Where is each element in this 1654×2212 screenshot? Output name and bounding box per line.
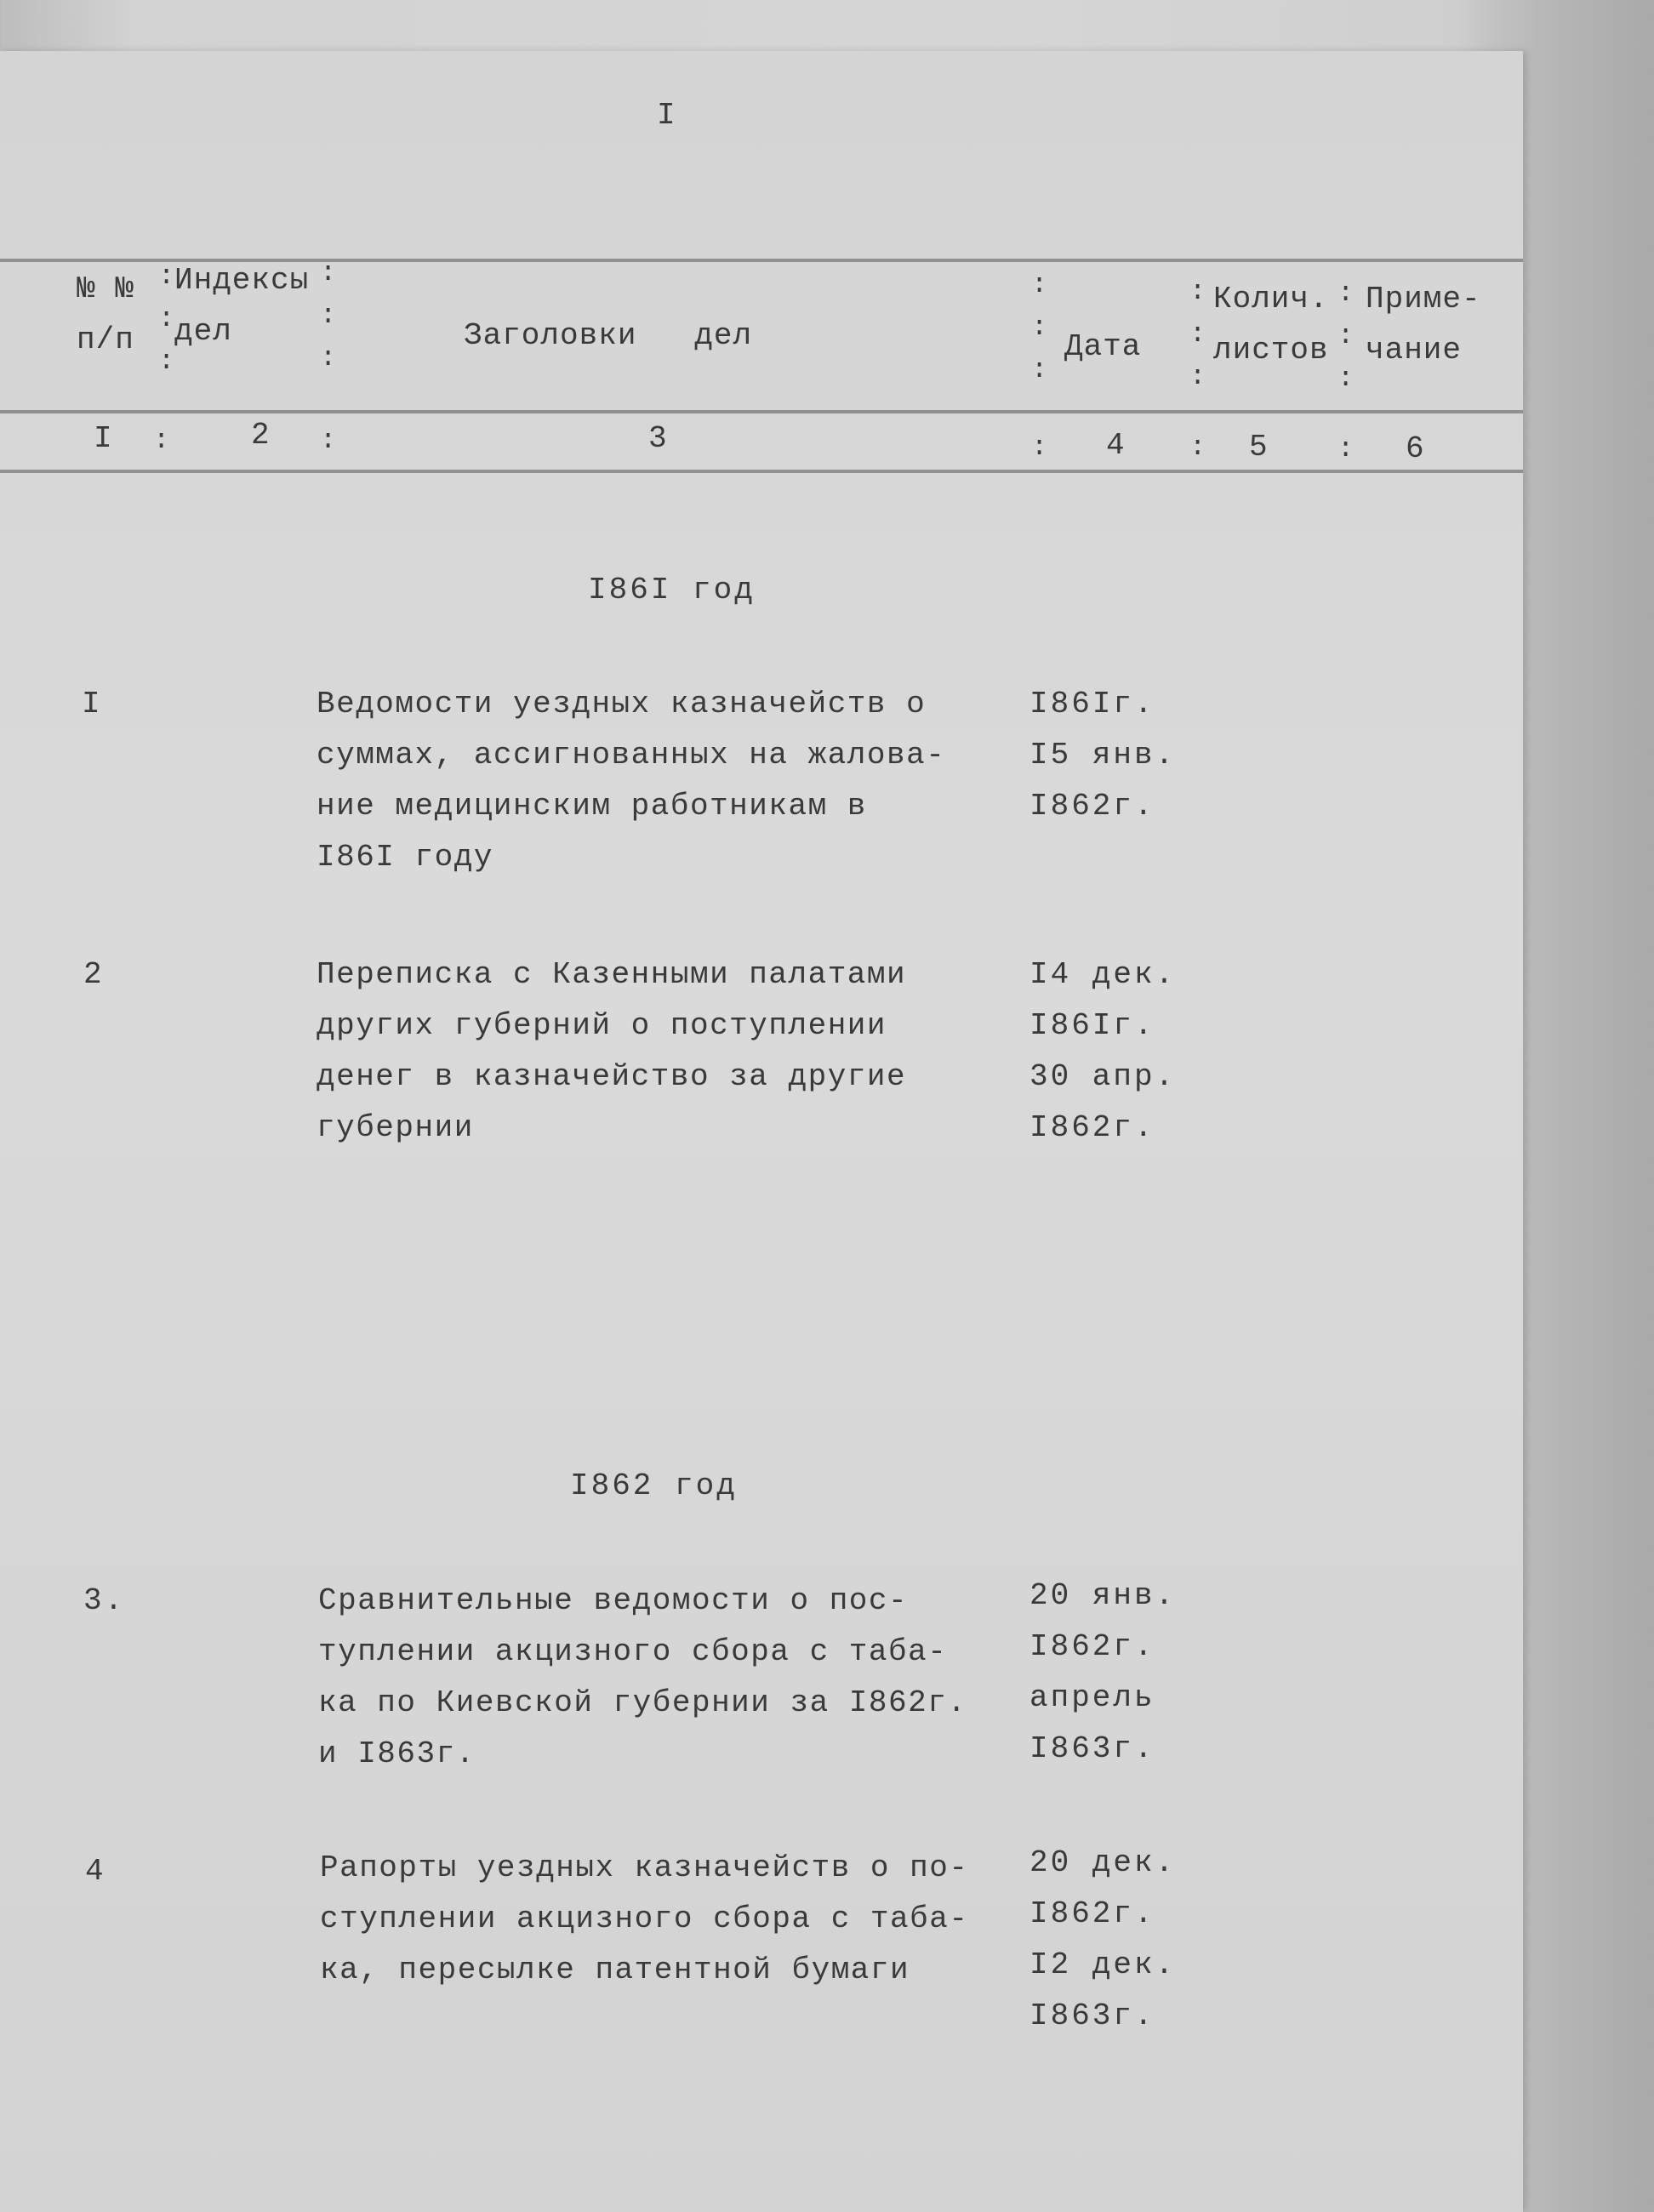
column-separator: : : :: [320, 257, 337, 373]
date-line: I862г.: [1029, 1896, 1155, 1931]
date-line: 30 апр.: [1029, 1059, 1177, 1094]
column-separator: :: [320, 425, 337, 456]
date-line: I5 янв.: [1029, 738, 1177, 772]
column-number: 4: [1106, 428, 1127, 463]
entry-title: [317, 679, 945, 883]
title-line: губернии: [317, 1110, 474, 1145]
title-line: других губерний о поступлении: [317, 1008, 887, 1043]
column-separator: : : :: [1031, 269, 1048, 385]
column-separator: :: [1189, 431, 1206, 463]
entry-number: I: [82, 687, 103, 721]
title-line: ка, пересылке патентной бумаги: [320, 1953, 910, 1987]
entry-number: 2: [83, 957, 105, 992]
title-line: денег в казначейство за другие: [317, 1059, 907, 1094]
column-number: I: [94, 421, 115, 456]
title-line: ка по Киевской губернии за I862г.: [318, 1685, 967, 1720]
header-text: п/п: [77, 322, 134, 357]
column-separator: :: [1031, 431, 1048, 463]
header-col-note: [1366, 274, 1481, 376]
header-col-title: Заголовки дел: [464, 318, 753, 353]
entry-title: [317, 949, 906, 1154]
column-separator: : : :: [158, 260, 175, 377]
date-line: I86Iг.: [1029, 1008, 1155, 1043]
date-line: I86Iг.: [1029, 687, 1155, 721]
date-line: 20 янв.: [1029, 1578, 1177, 1613]
entry-date: [1029, 1838, 1176, 2042]
column-separator: :: [153, 425, 170, 456]
header-text: листов: [1213, 333, 1329, 368]
column-number: 2: [251, 418, 272, 453]
header-col-number: [77, 264, 134, 366]
header-col-date: Дата: [1064, 329, 1142, 364]
section-year: I86I год: [588, 573, 756, 607]
title-line: туплении акцизного сбора с таба-: [318, 1634, 948, 1669]
column-number: 5: [1249, 430, 1270, 465]
entry-title: [320, 1843, 968, 1996]
header-text: дел: [174, 314, 232, 349]
section-year: I862 год: [570, 1468, 738, 1503]
entry-title: [318, 1576, 967, 1780]
title-line: Переписка с Казенными палатами: [317, 957, 907, 992]
title-line: ступлении акцизного сбора с таба-: [320, 1901, 969, 1936]
header-text: Индексы: [174, 263, 310, 298]
date-line: 20 дек.: [1029, 1845, 1177, 1880]
entry-date: [1029, 949, 1176, 1154]
entry-date: [1029, 679, 1176, 832]
date-line: I863г.: [1029, 1998, 1155, 2033]
page-number: I: [657, 98, 678, 133]
title-line: I86I году: [317, 840, 493, 875]
date-line: I2 дек.: [1029, 1947, 1177, 1982]
date-line: I4 дек.: [1029, 957, 1177, 992]
date-line: I862г.: [1029, 789, 1155, 824]
header-text: чание: [1366, 333, 1463, 368]
entry-number: 4: [85, 1854, 106, 1889]
header-text: Колич.: [1213, 282, 1329, 316]
column-separator: : : :: [1337, 277, 1355, 394]
title-line: суммах, ассигнованных на жалова-: [317, 738, 946, 772]
date-line: I863г.: [1029, 1731, 1155, 1766]
title-line: Рапорты уездных казначейств о по-: [320, 1850, 969, 1885]
entry-number: 3.: [83, 1583, 126, 1618]
entry-date: [1029, 1571, 1176, 1775]
column-separator: : : :: [1189, 276, 1206, 392]
date-line: I862г.: [1029, 1629, 1155, 1664]
date-line: апрель: [1029, 1680, 1155, 1715]
column-number: 6: [1406, 431, 1427, 466]
title-line: Сравнительные ведомости о пос-: [318, 1583, 909, 1618]
header-col-index: [174, 255, 309, 357]
date-line: I862г.: [1029, 1110, 1155, 1145]
title-line: и I863г.: [318, 1736, 476, 1771]
column-number: 3: [648, 421, 670, 456]
table-rule-middle: [0, 410, 1523, 413]
column-separator: :: [1337, 433, 1355, 465]
header-col-sheets: [1213, 274, 1329, 376]
header-text: № №: [77, 271, 134, 306]
table-rule-bottom: [0, 470, 1523, 473]
header-text: Приме-: [1366, 282, 1481, 316]
title-line: ние медицинским работникам в: [317, 789, 867, 824]
title-line: Ведомости уездных казначейств о: [317, 687, 927, 721]
